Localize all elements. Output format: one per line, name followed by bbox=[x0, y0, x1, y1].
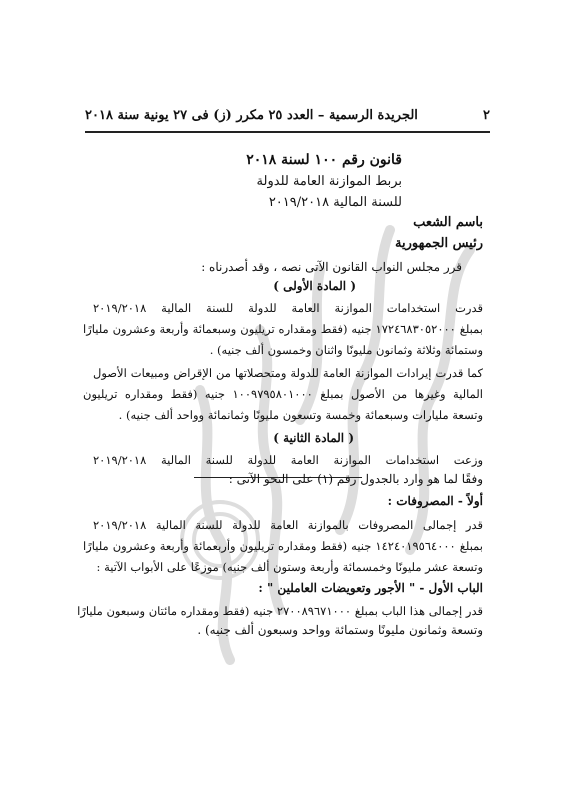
law-subtitle-2: للسنة المالية ٢٠١٩/٢٠١٨ bbox=[268, 195, 402, 210]
article-2-line: وزعت استخدامات الموازنة العامة للدولة للسنة المالية ٢٠١٩/٢٠١٨ bbox=[93, 453, 483, 467]
section-1-line: وتسعة عشر مليونًا وخمسمائة وأربعة وستون ألف جنيه) موزعًا على الأبواب الآتية : bbox=[96, 560, 483, 574]
article-2-line: وفقًا لما هو وارد بالجدول رقم (١) على النحو الآتى : bbox=[228, 472, 483, 486]
article-1-line: بمبلغ ١٧٢٤٦٨٣٠٥٢٠٠٠ جنيه (فقط ومقداره تريليون وسبعمائة وأربعة وعشرون مليارًا bbox=[83, 322, 484, 336]
law-subtitle-1: بربط الموازنة العامة للدولة bbox=[256, 174, 402, 189]
section-1-line: بمبلغ ١٤٢٤٠١٩٥٦٤٠٠٠ جنيه (فقط ومقداره تريليون وأربعمائة وأربعة وعشرون مليارًا bbox=[83, 539, 484, 553]
article-1-line: المالية وغيرها من الأصول بمبلغ ١٠٠٩٧٩٥٨٠١٠٠٠ جنيه (فقط ومقداره تريليون bbox=[83, 387, 483, 401]
law-title: قانون رقم ١٠٠ لسنة ٢٠١٨ bbox=[246, 152, 402, 168]
gazette-issue: الجريدة الرسمية – العدد ٢٥ مكرر (ز) فى ٢٧ يونية سنة ٢٠١٨ bbox=[85, 108, 418, 123]
preamble-people: باسم الشعب bbox=[413, 215, 483, 230]
header-rule bbox=[85, 131, 490, 133]
article-1-line: كما قدرت إيرادات الموازنة العامة للدولة ومتحصلاتها من الإقراض ومبيعات الأصول bbox=[93, 366, 483, 380]
preamble-president: رئيس الجمهورية bbox=[395, 236, 483, 251]
article-1-line: وتسعة مليارات وسبعمائة وخمسة وتسعون مليونًا وثمانمائة وواحد ألف جنيه) . bbox=[118, 408, 483, 422]
gazette-header bbox=[85, 108, 490, 130]
chapter-1-heading: الباب الأول - " الأجور وتعويضات العاملين " : bbox=[258, 581, 483, 595]
section-1-heading: أولاً - المصروفات : bbox=[387, 494, 483, 508]
article-1-line: قدرت استخدامات الموازنة العامة للدولة للسنة المالية ٢٠١٩/٢٠١٨ bbox=[93, 301, 483, 315]
chapter-1-line: قدر إجمالى هذا الباب بمبلغ ٢٧٠٠٨٩٦٧١٠٠٠ جنيه (فقط ومقداره مائتان وسبعون مليارًا bbox=[77, 604, 483, 618]
chapter-1-line: وتسعة وثمانون مليونًا وستمائة وواحد وسبعون ألف جنيه) . bbox=[197, 623, 483, 637]
page-number: ٢ bbox=[483, 108, 490, 123]
section-1-line: قدر إجمالى المصروفات بالموازنة العامة للدولة للسنة المالية ٢٠١٩/٢٠١٨ bbox=[93, 518, 483, 532]
preamble-decree: قرر مجلس النواب القانون الآتى نصه ، وقد أصدرناه : bbox=[201, 260, 462, 274]
article-2-heading: ( المادة الثانية ) bbox=[273, 431, 354, 445]
law-title-block bbox=[182, 150, 402, 213]
article-1-heading: ( المادة الأولى ) bbox=[273, 279, 356, 293]
article-1-line: وستمائة وثلاثة وثمانون مليونًا واثنان وخمسون ألف جنيه) . bbox=[209, 343, 483, 357]
